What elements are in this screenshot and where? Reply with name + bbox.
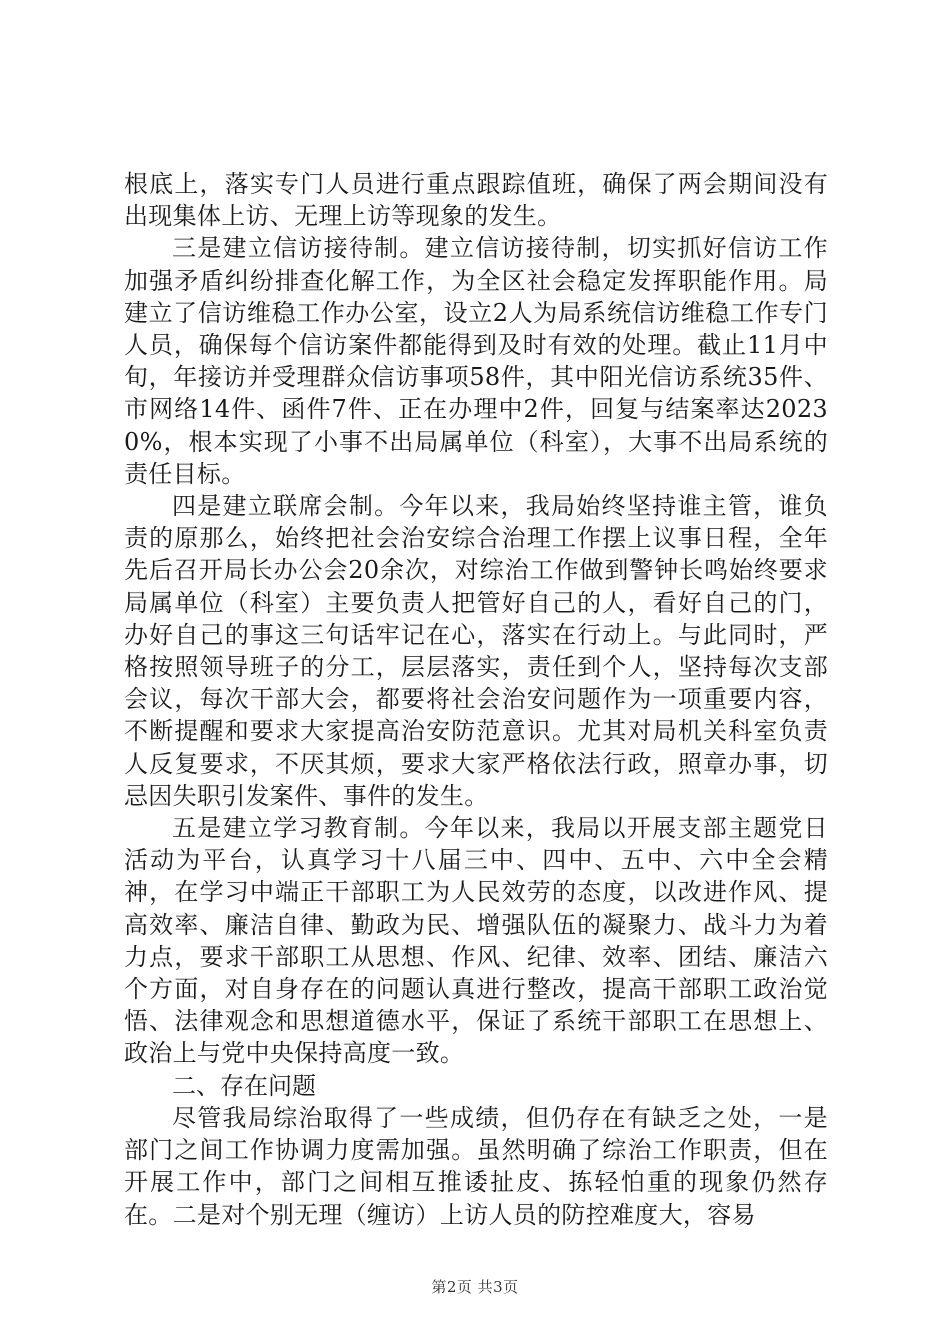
page-footer: 第2页 共3页 — [431, 1278, 519, 1296]
paragraph-continuation: 根底上，落实专门人员进行重点跟踪值班，确保了两会期间没有出现集体上访、无理上访等现象的发生。 — [124, 170, 828, 231]
paragraph-existing-problems: 尽管我局综治取得了一些成绩，但仍存在有缺乏之处，一是部门之间工作协调力度需加强。虽然明确了综治工作职责，但在开展工作中，部门之间相互推诿扯皮、拣轻怕重的现象仍然存在。二是对个别无理（缠访）上访人员的防控难度大，容易 — [124, 1103, 828, 1229]
paragraph-study-education: 五是建立学习教育制。今年以来，我局以开展支部主题党日活动为平台，认真学习十八届三中、四中、五中、六中全会精神，在学习中端正干部职工为人民效劳的态度，以改进作风、提高效率、廉洁自律、勤政为民、增强队伍的凝聚力、战斗力为着力点，要求干部职工从思想、作风、纪律、效率、团结、廉洁六个方面，对自身存在的问题认真进行整改，提高干部职工政治觉悟、法律观念和思想道德水平，保证了系统干部职工在思想上、政治上与党中央保持高度一致。 — [124, 814, 828, 1068]
paragraph-petition-reception: 三是建立信访接待制。建立信访接待制，切实抓好信访工作加强矛盾纠纷排查化解工作，为全区社会稳定发挥职能作用。局建立了信访维稳工作办公室，设立2人为局系统信访维稳工作专门人员，确保每个信访案件都能得到及时有效的处理。截止11月中旬，年接访并受理群众信访事项58件，其中阳光信访系统35件、市网络14件、函件7件、正在办理中2件，回复与结案率达20230%，根本实现了小事不出局属单位（科室），大事不出局系统的责任目标。 — [124, 234, 828, 488]
paragraph-joint-meeting: 四是建立联席会制。今年以来，我局始终坚持谁主管，谁负责的原那么，始终把社会治安综合治理工作摆上议事日程，全年先后召开局长办公会20余次，对综治工作做到警钟长鸣始终要求局属单位（科室）主要负责人把管好自己的人，看好自己的门，办好自己的事这三句话牢记在心，落实在行动上。与此同时，严格按照领导班子的分工，层层落实，责任到个人，坚持每次支部会议，每次干部大会，都要将社会治安问题作为一项重要内容，不断提醒和要求大家提高治安防范意识。尤其对局机关科室负责人反复要求，不厌其烦，要求大家严格依法行政，照章办事，切忌因失职引发案件、事件的发生。 — [124, 492, 828, 810]
document-body — [124, 168, 828, 1231]
section-heading: 二、存在问题 — [172, 1071, 316, 1100]
